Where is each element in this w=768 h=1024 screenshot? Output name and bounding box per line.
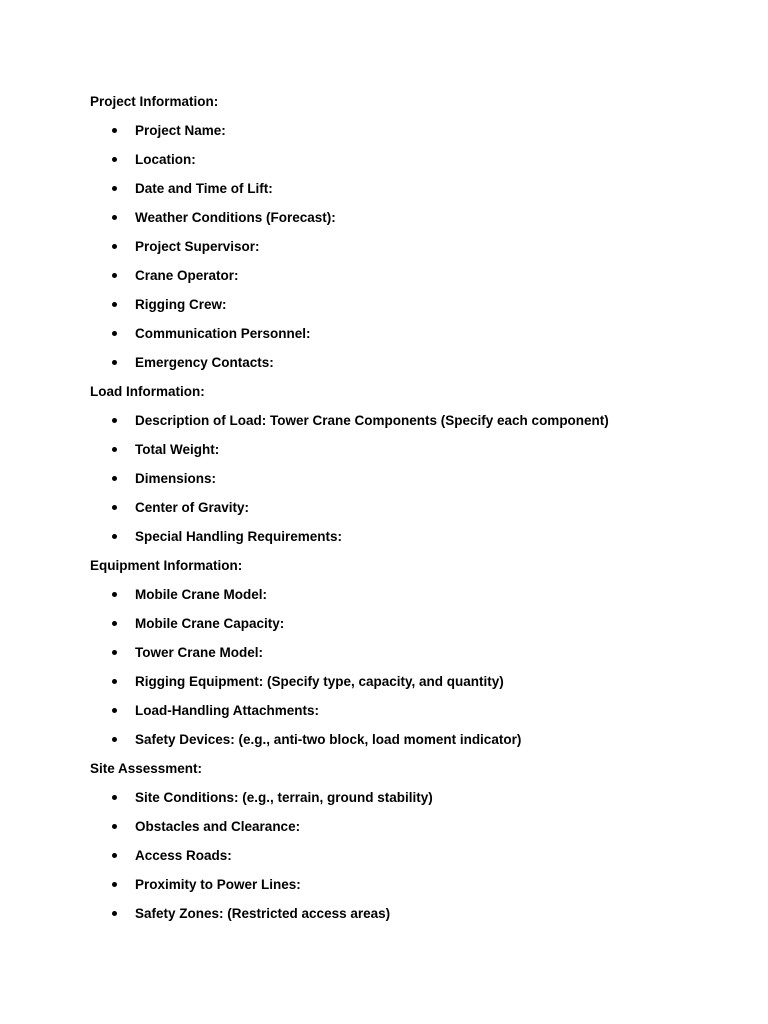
list-item-text: Special Handling Requirements: <box>135 529 343 544</box>
bullet-icon <box>112 505 117 510</box>
list-item <box>90 150 730 179</box>
bullet-icon <box>112 621 117 626</box>
bullet-icon <box>112 911 117 916</box>
list-item <box>90 208 730 237</box>
section-heading-equipment-information: Equipment Information: <box>90 558 243 573</box>
bullet-icon <box>112 708 117 713</box>
site-assessment-list <box>90 788 730 933</box>
section-heading-project-information: Project Information: <box>90 94 219 109</box>
bullet-icon <box>112 534 117 539</box>
list-item-text: Center of Gravity: <box>135 500 250 515</box>
list-item <box>90 817 730 846</box>
list-item <box>90 701 730 730</box>
bullet-icon <box>112 853 117 858</box>
load-information-list <box>90 411 730 556</box>
list-item <box>90 179 730 208</box>
equipment-information-list <box>90 585 730 759</box>
bullet-icon <box>112 592 117 597</box>
list-item <box>90 411 730 440</box>
list-item-text: Access Roads: <box>135 848 232 863</box>
list-item <box>90 237 730 266</box>
list-item <box>90 875 730 904</box>
list-item <box>90 643 730 672</box>
bullet-icon <box>112 737 117 742</box>
list-item <box>90 527 730 556</box>
list-item-text: Weather Conditions (Forecast): <box>135 210 336 225</box>
list-item <box>90 498 730 527</box>
list-item <box>90 846 730 875</box>
section-heading-site-assessment: Site Assessment: <box>90 761 203 776</box>
list-item <box>90 266 730 295</box>
bullet-icon <box>112 650 117 655</box>
list-item <box>90 904 730 933</box>
list-item-text: Project Supervisor: <box>135 239 260 254</box>
document-body <box>90 92 730 933</box>
bullet-icon <box>112 447 117 452</box>
list-item-text: Emergency Contacts: <box>135 355 274 370</box>
bullet-icon <box>112 882 117 887</box>
list-item-text: Load-Handling Attachments: <box>135 703 319 718</box>
bullet-icon <box>112 360 117 365</box>
bullet-icon <box>112 302 117 307</box>
list-item <box>90 353 730 382</box>
list-item <box>90 730 730 759</box>
list-item-text: Total Weight: <box>135 442 220 457</box>
list-item <box>90 295 730 324</box>
bullet-icon <box>112 273 117 278</box>
list-item-text: Location: <box>135 152 196 167</box>
bullet-icon <box>112 331 117 336</box>
bullet-icon <box>112 824 117 829</box>
list-item <box>90 121 730 150</box>
list-item <box>90 440 730 469</box>
list-item <box>90 469 730 498</box>
list-item-text: Crane Operator: <box>135 268 239 283</box>
list-item-text: Site Conditions: (e.g., terrain, ground stability) <box>135 790 433 805</box>
list-item-text: Safety Zones: (Restricted access areas) <box>135 906 391 921</box>
list-item-text: Mobile Crane Capacity: <box>135 616 285 631</box>
list-item-text: Tower Crane Model: <box>135 645 264 660</box>
list-item <box>90 585 730 614</box>
list-item-text: Rigging Crew: <box>135 297 227 312</box>
bullet-icon <box>112 215 117 220</box>
list-item <box>90 672 730 701</box>
bullet-icon <box>112 476 117 481</box>
list-item <box>90 614 730 643</box>
list-item-text: Obstacles and Clearance: <box>135 819 301 834</box>
bullet-icon <box>112 186 117 191</box>
bullet-icon <box>112 128 117 133</box>
bullet-icon <box>112 418 117 423</box>
list-item-text: Description of Load: Tower Crane Components (Specify each component) <box>135 413 609 428</box>
project-information-list <box>90 121 730 382</box>
list-item-text: Safety Devices: (e.g., anti-two block, load moment indicator) <box>135 732 522 747</box>
list-item-text: Project Name: <box>135 123 226 138</box>
bullet-icon <box>112 244 117 249</box>
section-heading-load-information: Load Information: <box>90 384 205 399</box>
list-item-text: Dimensions: <box>135 471 217 486</box>
list-item-text: Proximity to Power Lines: <box>135 877 301 892</box>
list-item-text: Communication Personnel: <box>135 326 311 341</box>
list-item-text: Date and Time of Lift: <box>135 181 273 196</box>
list-item-text: Mobile Crane Model: <box>135 587 268 602</box>
bullet-icon <box>112 157 117 162</box>
bullet-icon <box>112 679 117 684</box>
list-item-text: Rigging Equipment: (Specify type, capacity, and quantity) <box>135 674 504 689</box>
bullet-icon <box>112 795 117 800</box>
list-item <box>90 788 730 817</box>
list-item <box>90 324 730 353</box>
